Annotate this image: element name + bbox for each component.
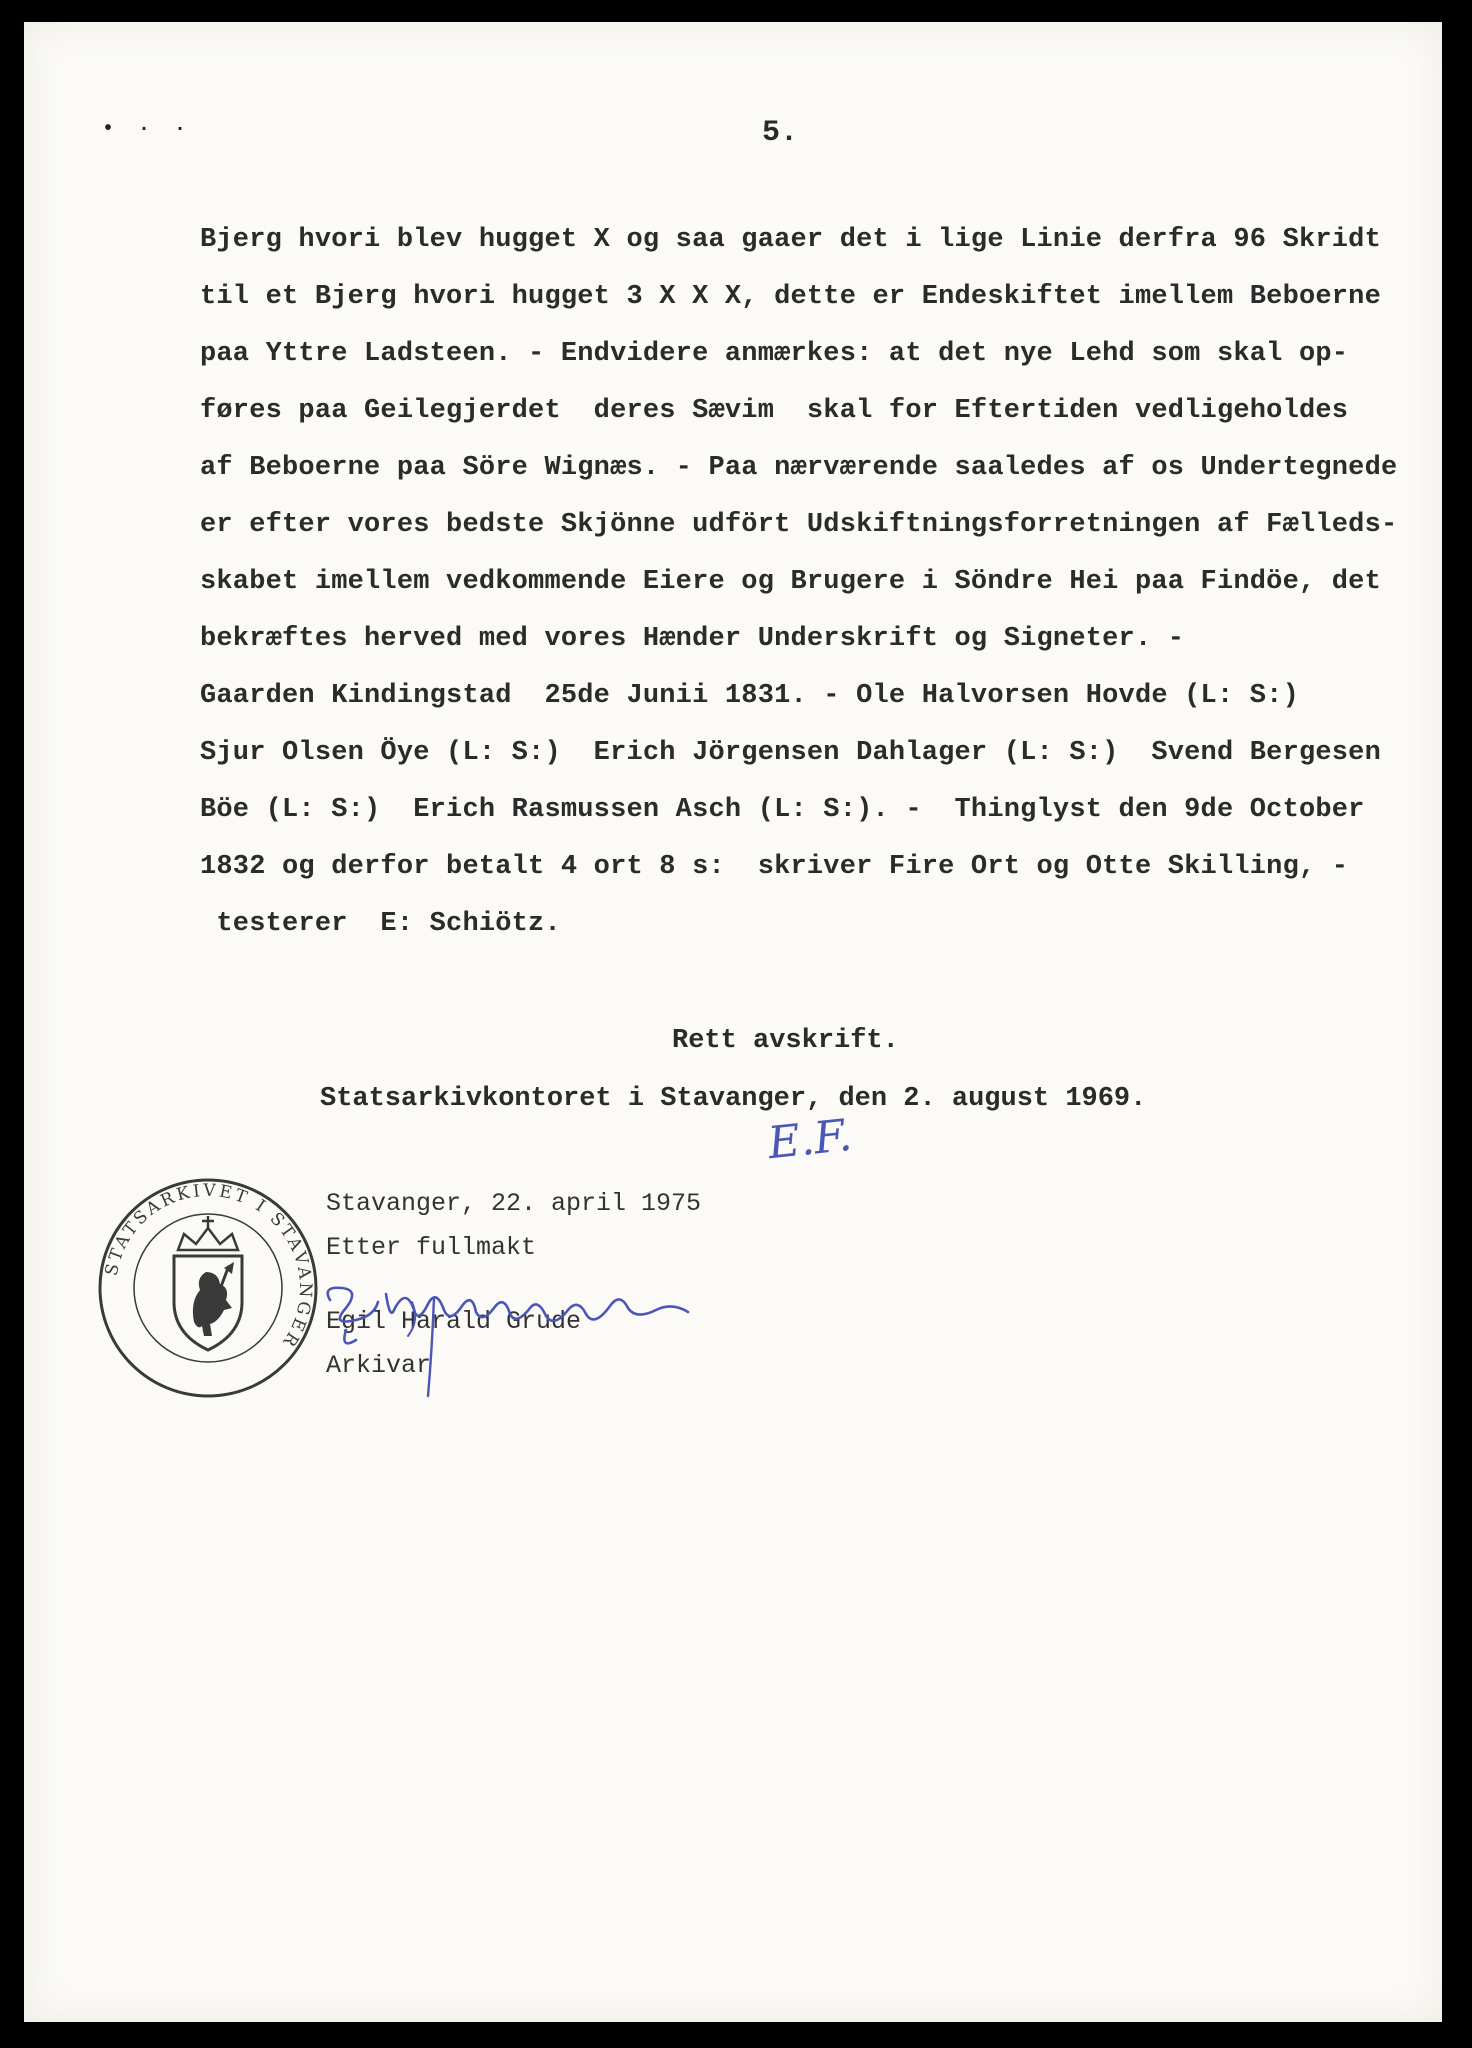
body-line: Böe (L: S:) Erich Rasmussen Asch (L: S:). - Thinglyst den 9de October <box>200 795 1365 825</box>
body-line: 1832 og derfor betalt 4 ort 8 s: skriver Fire Ort og Otte Skilling, - <box>200 852 1349 882</box>
body-line: til et Bjerg hvori hugget 3 X X X, dette er Endeskiftet imellem Beboerne <box>200 282 1381 312</box>
body-line: Gaarden Kindingstad 25de Junii 1831. - Ole Halvorsen Hovde (L: S:) <box>200 681 1299 711</box>
seal-text: STATSARKIVET I STAVANGER <box>101 1180 316 1353</box>
corner-marks: • · · <box>102 118 193 141</box>
page-number: 5. <box>762 116 799 150</box>
body-line: testerer E: Schiötz. <box>200 909 561 939</box>
certification <box>320 1012 1146 1128</box>
archive-seal-icon <box>92 1172 324 1404</box>
document-page <box>24 22 1442 2022</box>
body-line: føres paa Geilegjerdet deres Sævim skal for Eftertiden vedligeholdes <box>200 396 1349 426</box>
stamp-authority: Etter fullmakt <box>326 1233 537 1262</box>
stamp-place-date: Stavanger, 22. april 1975 <box>326 1189 702 1218</box>
stamp-name: Egil Harald Grude <box>326 1307 582 1336</box>
certification-place-date: Statsarkivkontoret i Stavanger, den 2. august 1969. <box>320 1084 1147 1114</box>
body-line: Sjur Olsen Öye (L: S:) Erich Jörgensen Dahlager (L: S:) Svend Bergesen <box>200 738 1381 768</box>
body-line: bekræftes herved med vores Hænder Underskrift og Signeter. - <box>200 624 1185 654</box>
body-line: er efter vores bedste Skjönne udfört Udskiftningsforretningen af Fælleds- <box>200 510 1398 540</box>
body-line: af Beboerne paa Söre Wignæs. - Paa nærværende saaledes af os Undertegnede <box>200 453 1398 483</box>
body-text <box>200 212 1440 953</box>
body-line: paa Yttre Ladsteen. - Endvidere anmærkes: at det nye Lehd som skal op- <box>200 339 1349 369</box>
body-line: skabet imellem vedkommende Eiere og Brugere i Söndre Hei paa Findöe, det <box>200 567 1381 597</box>
body-line: Bjerg hvori blev hugget X og saa gaaer det i lige Linie derfra 96 Skridt <box>200 225 1381 255</box>
handwritten-signature-icon <box>316 1280 696 1400</box>
handwritten-initials: E.F. <box>765 1109 855 1170</box>
stamp-role: Arkivar <box>326 1351 432 1380</box>
certification-title: Rett avskrift. <box>672 1026 899 1056</box>
